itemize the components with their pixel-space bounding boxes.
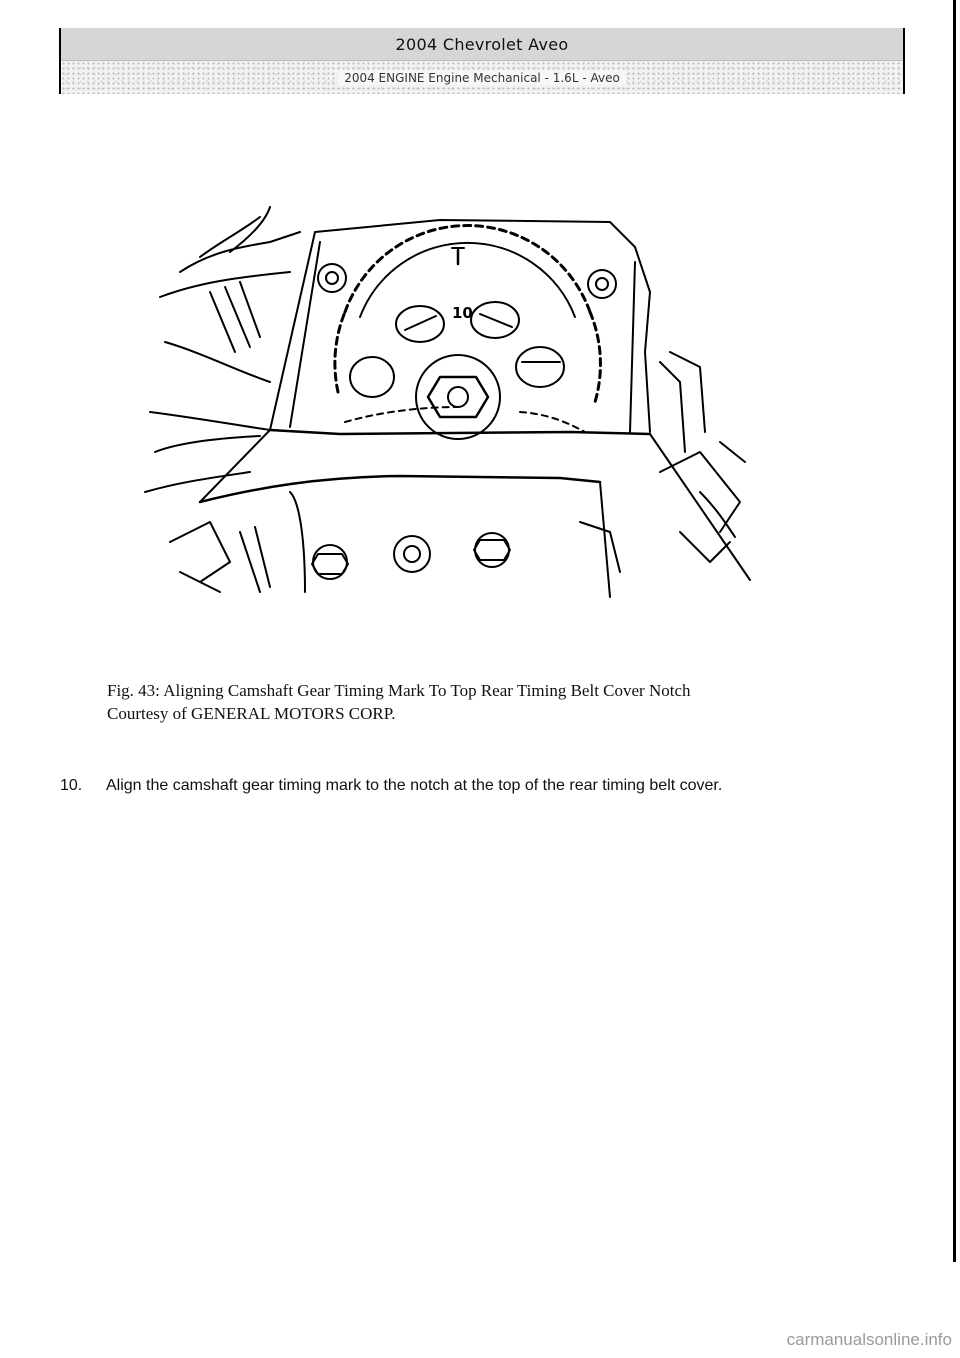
figure-caption: [107, 679, 897, 725]
header-subtitle: 2004 ENGINE Engine Mechanical - 1.6L - Aveo: [338, 71, 626, 85]
step-number: 10.: [60, 777, 83, 794]
page-edge-rule: [953, 0, 956, 1262]
step-text: Align the camshaft gear timing mark to the notch at the top of the rear timing belt cover.: [106, 777, 723, 794]
header-title: 2004 Chevrolet Aveo: [61, 28, 903, 61]
callout-label: 10: [452, 304, 473, 322]
procedure-step: [60, 774, 860, 797]
caption-title: Fig. 43: Aligning Camshaft Gear Timing Mark To Top Rear Timing Belt Cover Notch: [107, 681, 691, 700]
camshaft-gear-illustration: [140, 202, 760, 602]
watermark: carmanualsonline.info: [786, 1330, 952, 1349]
header-subtitle-bar: [61, 61, 903, 94]
caption-credit: Courtesy of GENERAL MOTORS CORP.: [107, 704, 396, 723]
document-header: [59, 28, 905, 94]
